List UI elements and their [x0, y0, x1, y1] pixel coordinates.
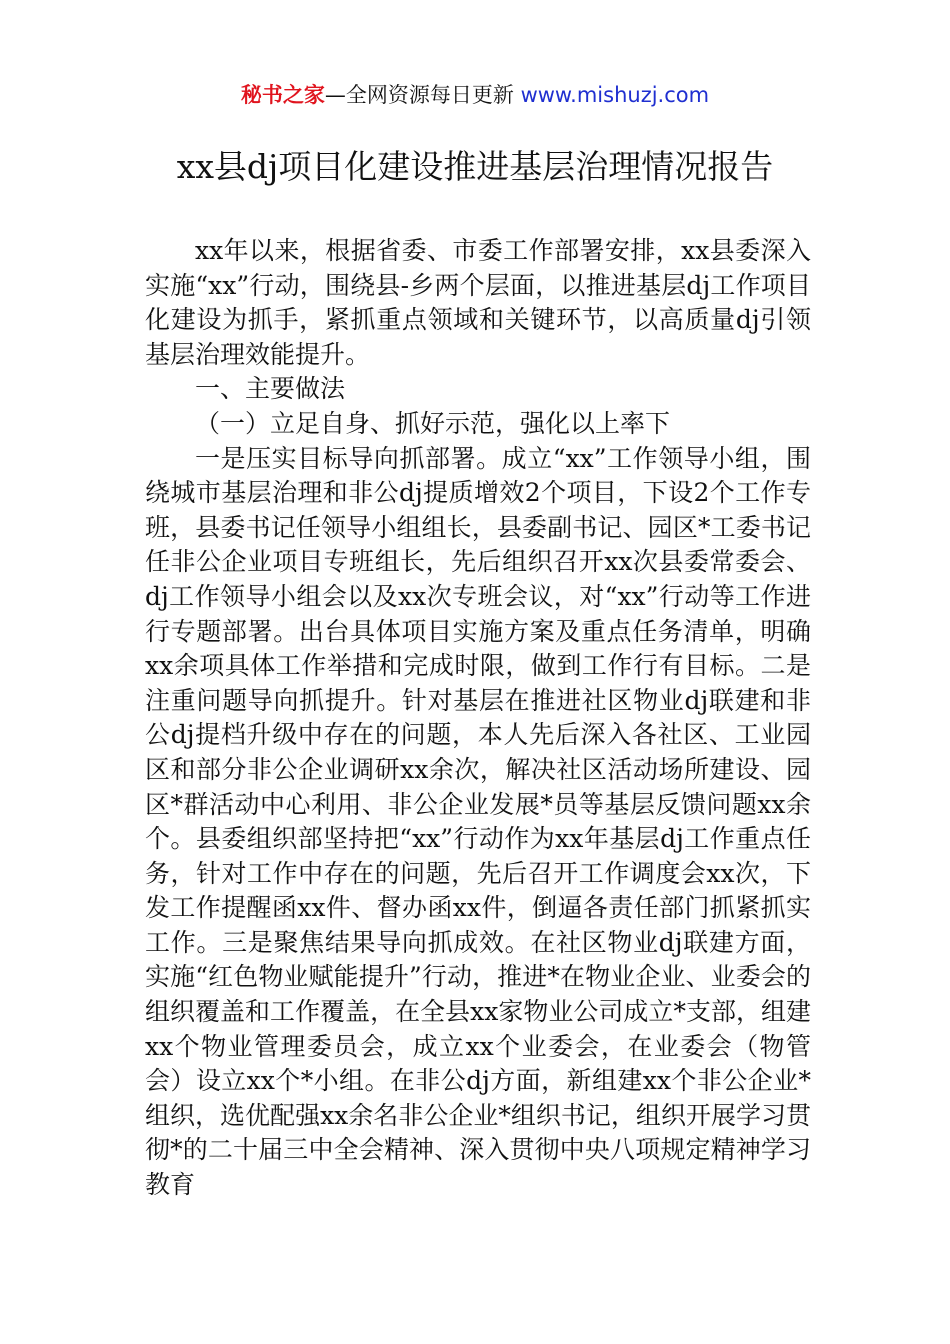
- subsection-heading: （一）立足自身、抓好示范，强化以上率下: [195, 408, 671, 438]
- site-name: 秘书之家: [240, 83, 325, 107]
- site-slogan: —全网资源每日更新: [324, 83, 521, 107]
- document-body: [145, 234, 811, 1203]
- body-paragraph: 一是压实目标导向抓部署。成立“xx”工作领导小组，围绕城市基层治理和非公dj提质增效2个项目，下设2个工作专班，县委书记任领导小组组长，县委副书记、园区*工委书记任非公企业项目专班组长，先后组织召开xx次县委常委会、dj工作领导小组会以及xx次专班会议，对“xx”行动等工作进行专题部署。出台具体项目实施方案及重点任务清单，明确xx余项具体工作举措和完成时限，做到工作行有目标。二是注重问题导向抓提升。针对基层在推进社区物业dj联建和非公dj提档升级中存在的问题，本人先后深入各社区、工业园区和部分非公企业调研xx余次，解决社区活动场所建设、园区*群活动中心利用、非公企业发展*员等基层反馈问题xx余个。县委组织部坚持把“xx”行动作为xx年基层dj工作重点任务，针对工作中存在的问题，先后召开工作调度会xx次，下发工作提醒函xx件、督办函xx件，倒逼各责任部门抓紧抓实工作。三是聚焦结果导向抓成效。在社区物业dj联建方面，实施“红色物业赋能提升”行动，推进*在物业企业、业委会的组织覆盖和工作覆盖，在全县xx家物业公司成立*支部，组建xx个物业管理委员会，成立xx个业委会，在业委会（物管会）设立xx个*小组。在非公dj方面，新组建xx个非公企业*组织，选优配强xx余名非公企业*组织书记，组织开展学习贯彻*的二十届三中全会精神、深入贯彻中央八项规定精神学习教育: [145, 443, 811, 1200]
- site-url-link[interactable]: www.mishuzj.com: [520, 83, 710, 107]
- site-header: [0, 78, 950, 112]
- document-title: xx县dj项目化建设推进基层治理情况报告: [176, 147, 774, 186]
- section-heading: 一、主要做法: [195, 374, 346, 404]
- intro-paragraph: xx年以来，根据省委、市委工作部署安排，xx县委深入实施“xx”行动，围绕县-乡两个层面，以推进基层dj工作项目化建设为抓手，紧抓重点领域和关键环节，以高质量dj引领基层治理效能提升。: [145, 236, 811, 369]
